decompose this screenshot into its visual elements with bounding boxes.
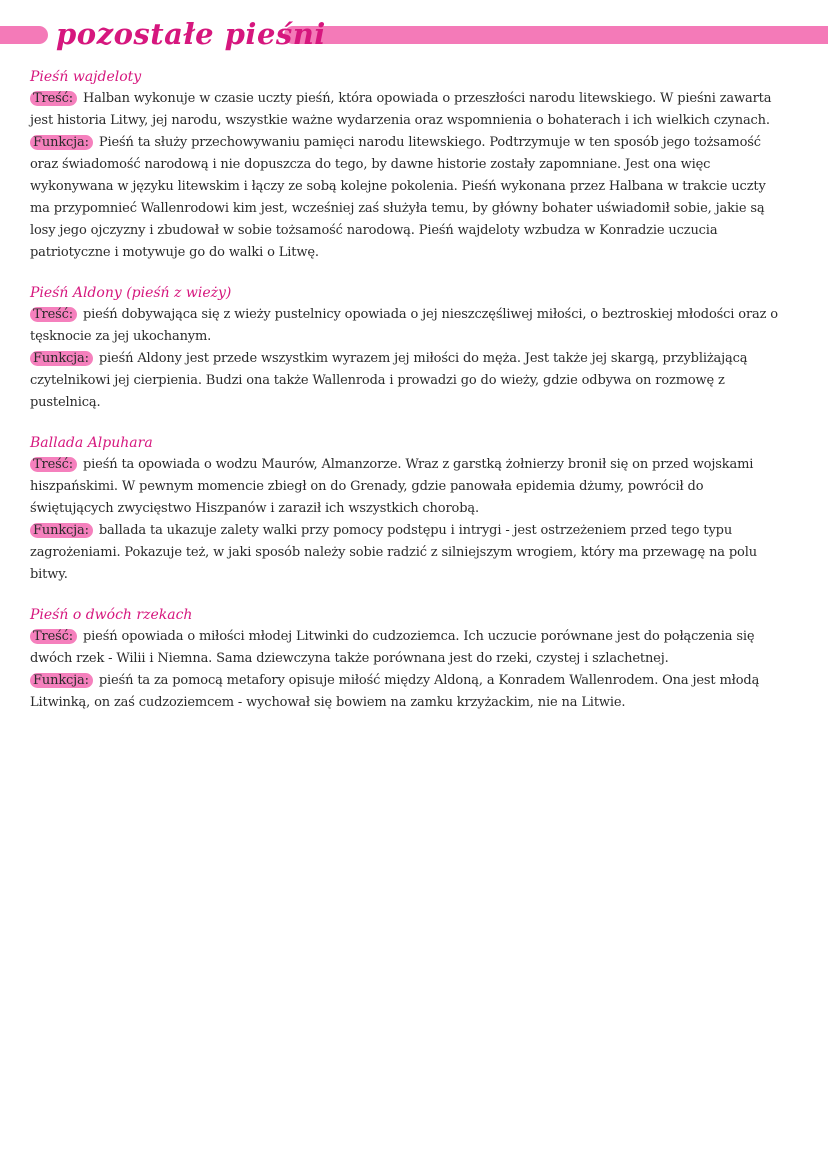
function-paragraph xyxy=(30,520,778,586)
section-ballada-alpuhara xyxy=(30,432,778,586)
page-title: pozostałe pieśni xyxy=(56,17,326,51)
function-label: Funkcja: xyxy=(30,523,93,538)
content-label: Treść: xyxy=(30,307,77,322)
function-label: Funkcja: xyxy=(30,351,93,366)
header-accent-left xyxy=(0,26,48,44)
content-label: Treść: xyxy=(30,629,77,644)
notes-content xyxy=(30,66,778,732)
function-text: Pieśń ta służy przechowywaniu pamięci narodu litewskiego. Podtrzymuje w ten sposób jego tożsamość oraz świadomość narodową i nie dopuszcza do tego, by dawne historie zostały zapomniane. Jest ona więc wykonywana w języku litewskim i łączy ze sobą kolejne pokolenia. Pieśń wykonana przez Halbana w trakcie uczty ma przypomnieć Wallenrodowi kim jest, wcześniej zaś służyła temu, by główny bohater uświadomił sobie, jakie są losy jego ojczyzny i zbudował w sobie tożsamość narodową. Pieśń wajdeloty wzbudza w Konradzie uczucia patriotyczne i motywuje go do walki o Litwę. xyxy=(30,135,766,260)
content-text: pieśń ta opowiada o wodzu Maurów, Almanzorze. Wraz z garstką żołnierzy bronił się on przed wojskami hiszpańskimi. W pewnym momencie zbiegł on do Grenady, gdzie panowała epidemia dżumy, powrócił do świętujących zwycięstwo Hiszpanów i zaraził ich wszystkich chorobą. xyxy=(30,457,754,516)
function-text: pieśń Aldony jest przede wszystkim wyrazem jej miłości do męża. Jest także jej skargą, przybliżającą czytelnikowi jej cierpienia. Budzi ona także Wallenroda i prowadzi go do wieży, gdzie odbywa on rozmowę z pustelnicą. xyxy=(30,351,748,410)
function-paragraph xyxy=(30,132,778,264)
content-label: Treść: xyxy=(30,91,77,106)
content-text: pieśń dobywająca się z wieży pustelnicy opowiada o jej nieszczęśliwej miłości, o beztroskiej młodości oraz o tęsknocie za jej ukochanym. xyxy=(30,307,778,344)
content-text: pieśń opowiada o miłości młodej Litwinki do cudzoziemca. Ich uczucie porównane jest do połączenia się dwóch rzek - Wilii i Niemna. Sama dziewczyna także porównana jest do rzeki, czystej i szlachetnej. xyxy=(30,629,755,666)
content-label: Treść: xyxy=(30,457,77,472)
section-title: Pieśń Aldony (pieśń z wieży) xyxy=(30,285,232,301)
function-label: Funkcja: xyxy=(30,135,93,150)
section-piesn-wajdeloty xyxy=(30,66,778,264)
function-paragraph xyxy=(30,348,778,414)
content-paragraph xyxy=(30,88,778,132)
function-text: pieśń ta za pomocą metafory opisuje miłość między Aldoną, a Konradem Wallenrodem. Ona jest młodą Litwinką, on zaś cudzoziemcem - wychował się bowiem na zamku krzyżackim, nie na Litwie. xyxy=(30,673,760,710)
content-paragraph xyxy=(30,626,778,670)
section-piesn-aldony xyxy=(30,282,778,414)
function-label: Funkcja: xyxy=(30,673,93,688)
content-paragraph xyxy=(30,454,778,520)
content-text: Halban wykonuje w czasie uczty pieśń, która opowiada o przeszłości narodu litewskiego. W pieśni zawarta jest historia Litwy, jej narodu, wszystkie ważne wydarzenia oraz wspomnienia o bohaterach i ich wielkich czynach. xyxy=(30,91,772,128)
section-title: Ballada Alpuhara xyxy=(30,435,153,451)
content-paragraph xyxy=(30,304,778,348)
header-accent-right xyxy=(284,26,828,44)
section-piesn-o-dwoch-rzekach xyxy=(30,604,778,714)
function-text: ballada ta ukazuje zalety walki przy pomocy podstępu i intrygi - jest ostrzeżeniem przed tego typu zagrożeniami. Pokazuje też, w jaki sposób należy sobie radzić z silniejszym wrogiem, który ma przewagę na polu bitwy. xyxy=(30,523,757,582)
section-title: Pieśń o dwóch rzekach xyxy=(30,607,193,623)
section-title: Pieśń wajdeloty xyxy=(30,69,142,85)
function-paragraph xyxy=(30,670,778,714)
